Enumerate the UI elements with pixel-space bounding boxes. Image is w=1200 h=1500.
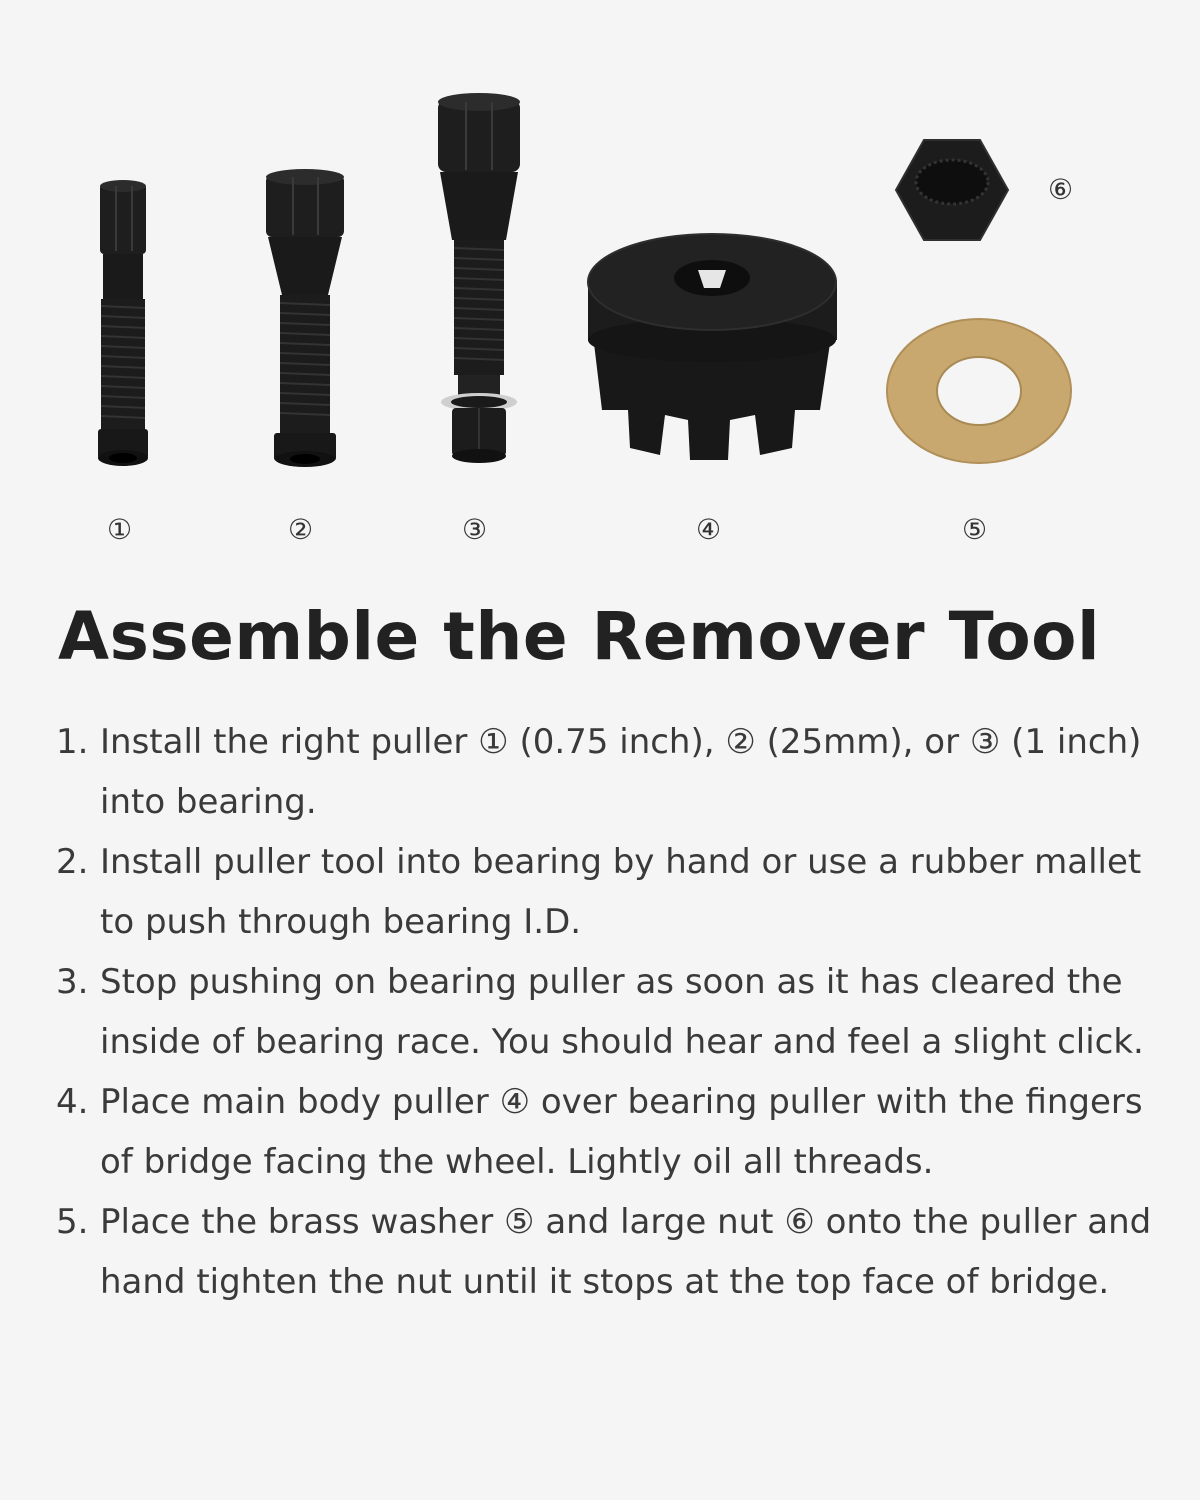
large-nut-image [892,136,1012,248]
part-number-5: ⑤ [962,513,988,546]
step-text: Install the right puller ① (0.75 inch), ② (25mm), or ③ (1 inch) into bearing. [100,722,1142,822]
instruction-step [56,712,1166,832]
step-number: 2. [56,842,89,882]
instruction-list [56,712,1166,1312]
part-number-6: ⑥ [1048,173,1074,206]
puller-3-image [432,90,527,470]
part-number-4: ④ [696,513,722,546]
step-number: 5. [56,1202,89,1242]
step-text: Stop pushing on bearing puller as soon as it has cleared the inside of bearing race. You should hear and feel a slight click. [100,962,1144,1062]
part-number-3: ③ [462,513,488,546]
step-text: Place the brass washer ⑤ and large nut ⑥ onto the puller and hand tighten the nut until it stops at the top face of bridge. [100,1202,1152,1302]
instruction-step [56,952,1166,1072]
main-body-puller-image [580,210,845,465]
puller-2-image [258,165,353,470]
brass-washer-image [884,316,1074,466]
step-number: 4. [56,1082,89,1122]
page-title: Assemble the Remover Tool [58,598,1101,675]
part-number-1: ① [107,513,133,546]
instruction-step [56,1072,1166,1192]
step-text: Place main body puller ④ over bearing puller with the fingers of bridge facing the wheel. Lightly oil all threads. [100,1082,1143,1182]
parts-illustration [0,0,1200,560]
step-number: 3. [56,962,89,1002]
part-number-2: ② [288,513,314,546]
puller-1-image [88,176,158,471]
instruction-step [56,832,1166,952]
instruction-step [56,1192,1166,1312]
step-number: 1. [56,722,89,762]
step-text: Install puller tool into bearing by hand or use a rubber mallet to push through bearing I.D. [100,842,1142,942]
